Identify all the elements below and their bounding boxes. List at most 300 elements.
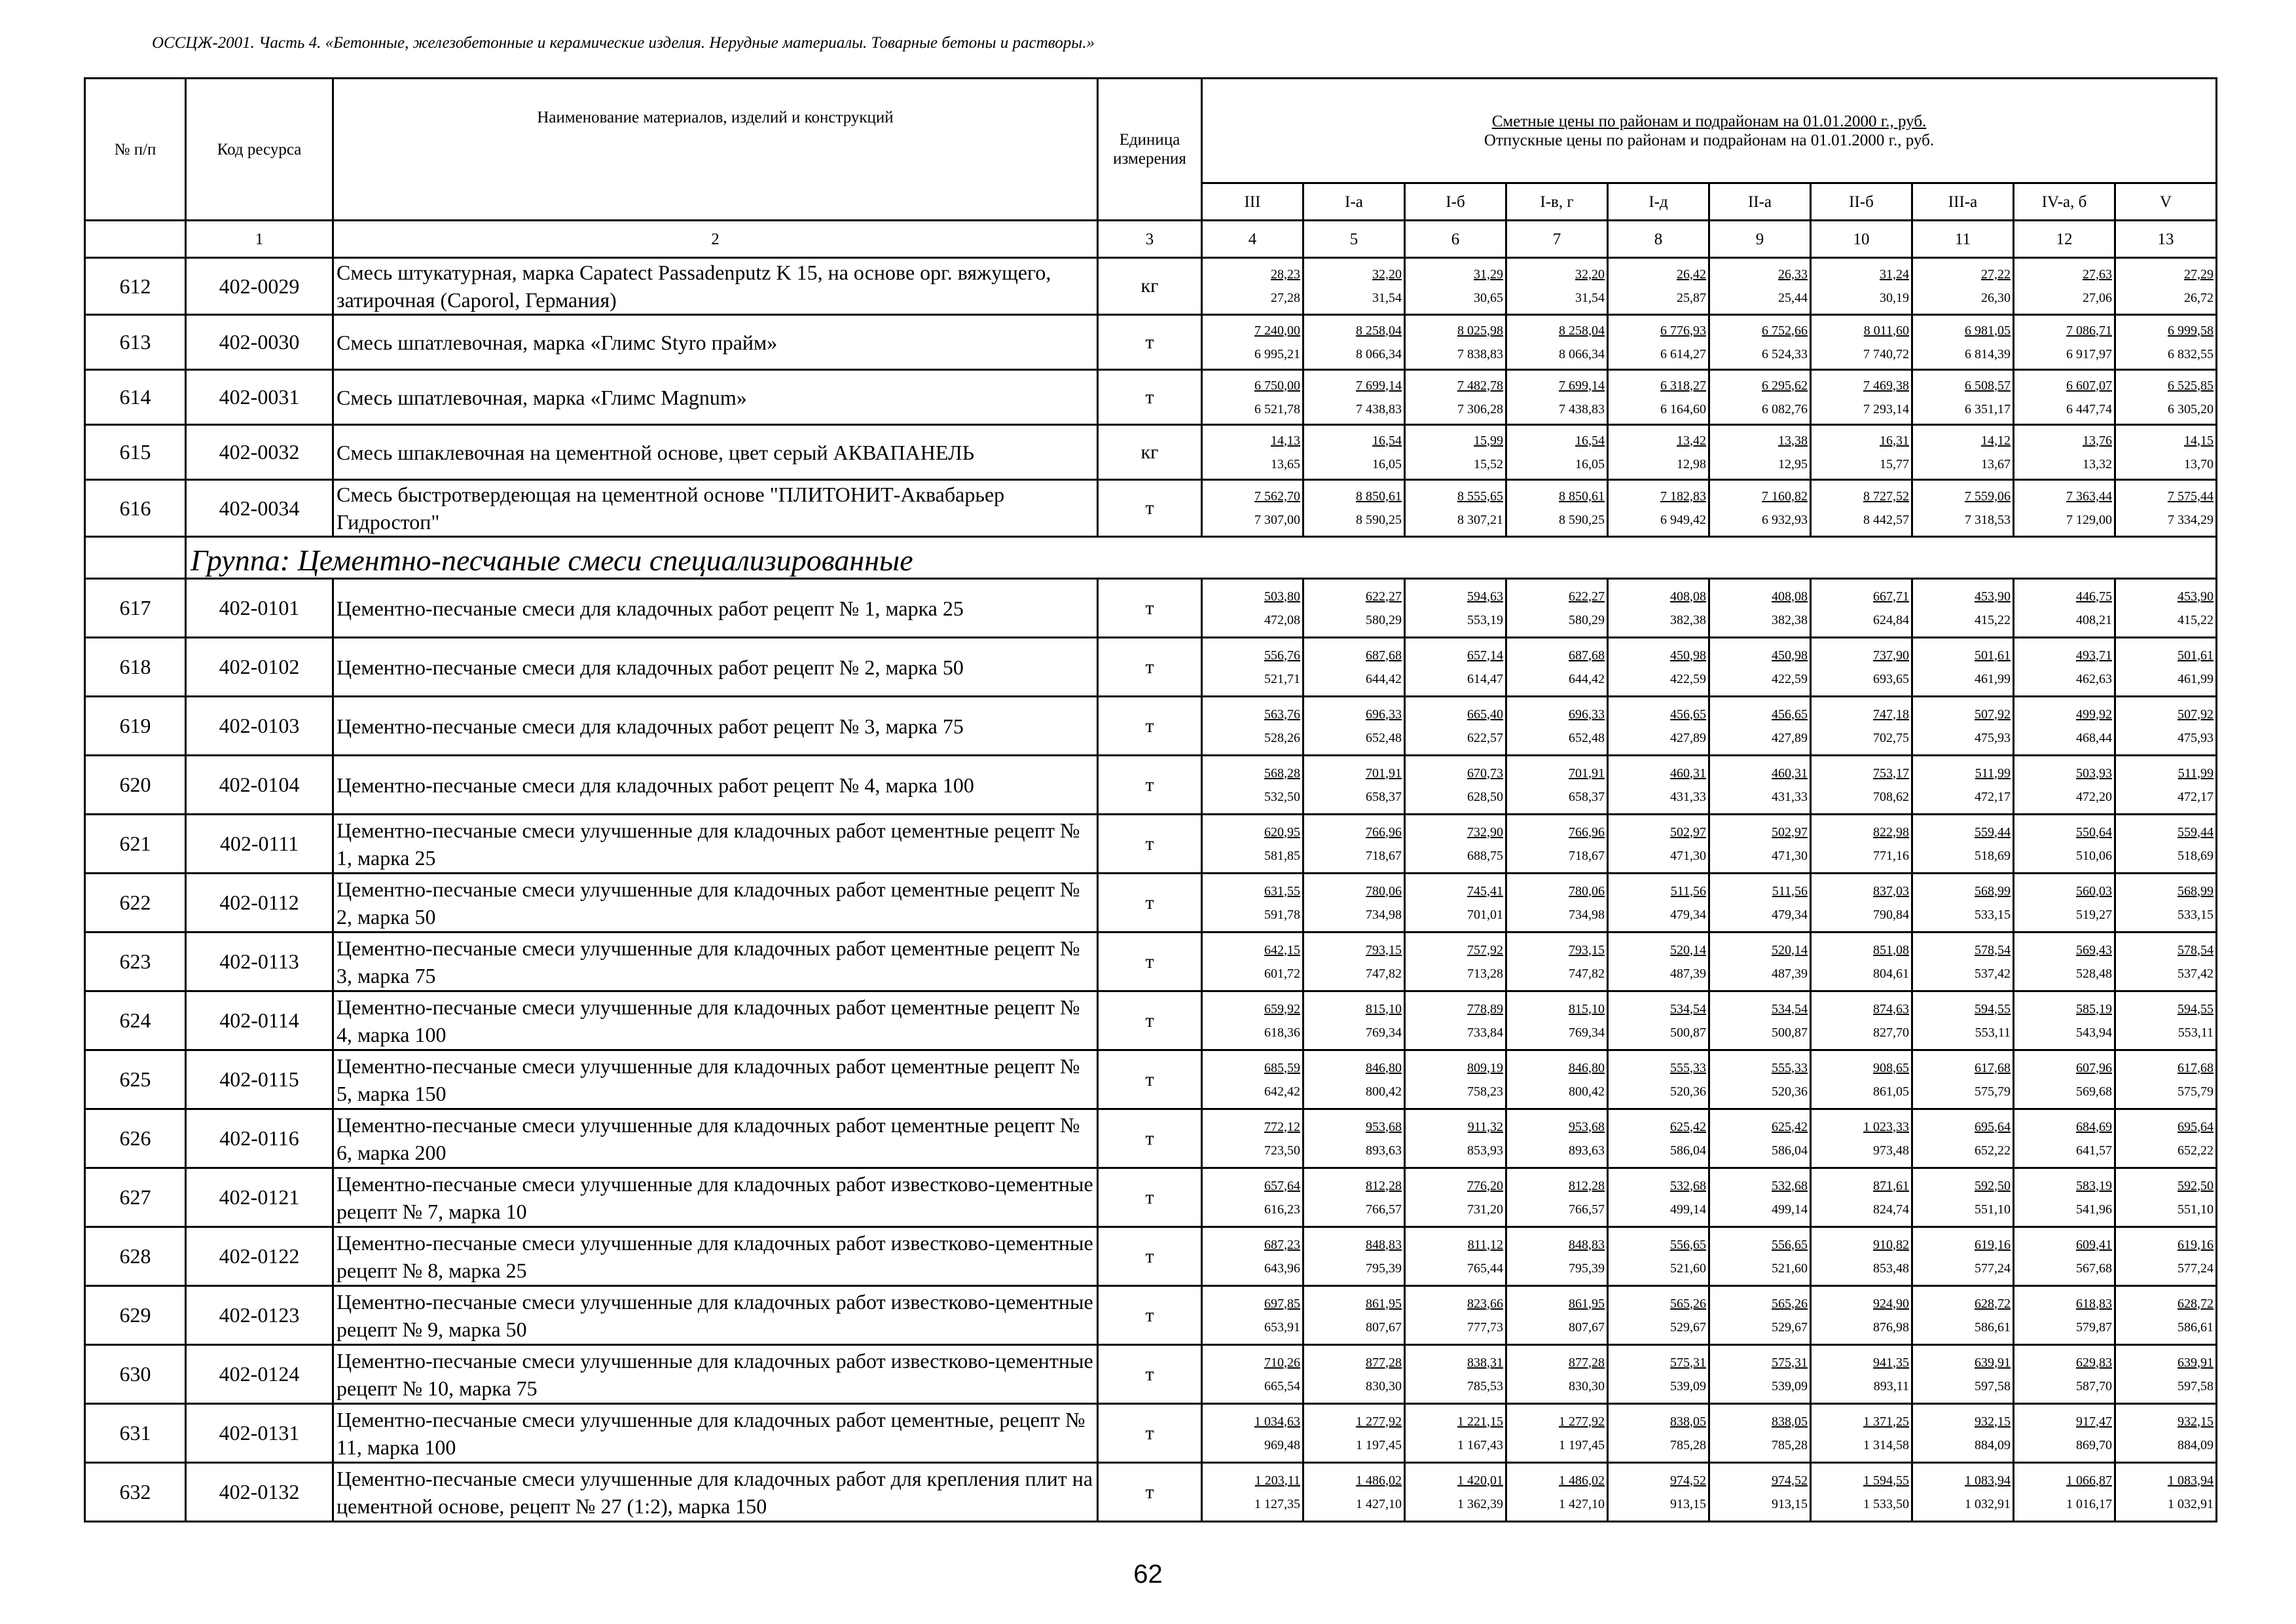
release-price: 628,50 <box>1467 789 1503 804</box>
price-cell <box>1811 370 1912 425</box>
estimate-price: 917,47 <box>2076 1414 2112 1429</box>
price-cell <box>1303 1109 1405 1168</box>
price-cell <box>1405 258 1506 315</box>
price-cell <box>1506 258 1608 315</box>
estimate-price: 953,68 <box>1569 1119 1605 1134</box>
price-cell <box>1202 1227 1303 1286</box>
release-price: 408,21 <box>2076 612 2112 627</box>
release-price: 520,36 <box>1772 1084 1808 1099</box>
release-price: 7 307,00 <box>1254 513 1300 527</box>
price-cell <box>1608 579 1709 638</box>
estimate-price: 16,31 <box>1880 433 1909 448</box>
estimate-price: 7 562,70 <box>1254 489 1300 504</box>
material-name: Цементно-песчаные смеси улучшенные для кладочных работ цементные рецепт № 4, марка 100 <box>333 991 1098 1050</box>
estimate-price: 622,27 <box>1569 589 1605 604</box>
release-price: 969,48 <box>1264 1437 1300 1452</box>
price-cell <box>1912 480 2014 537</box>
estimate-price: 1 486,02 <box>1356 1473 1402 1488</box>
estimate-price: 780,06 <box>1366 883 1402 898</box>
price-cell <box>1608 932 1709 991</box>
estimate-price: 32,20 <box>1372 267 1402 282</box>
price-cell <box>2115 425 2217 480</box>
release-price: 7 306,28 <box>1457 401 1503 416</box>
material-name: Смесь шпаклевочная на цементной основе, цвет серый АКВАПАНЕЛЬ <box>333 425 1098 480</box>
release-price: 713,28 <box>1467 966 1503 981</box>
price-cell <box>2115 815 2217 874</box>
price-cell <box>1709 874 1811 932</box>
release-price: 487,39 <box>1772 966 1808 981</box>
release-price: 652,48 <box>1569 730 1605 745</box>
price-cell <box>1709 991 1811 1050</box>
region-header-9: V <box>2115 183 2217 221</box>
estimate-price: 625,42 <box>1772 1119 1808 1134</box>
table-row <box>85 258 2217 315</box>
estimate-price: 823,66 <box>1467 1296 1503 1311</box>
price-cell <box>1202 815 1303 874</box>
price-cell <box>1405 480 1506 537</box>
table-row <box>85 1345 2217 1404</box>
release-price: 468,44 <box>2076 730 2112 745</box>
price-cell <box>1405 815 1506 874</box>
price-cell <box>1811 1168 1912 1227</box>
material-name: Цементно-песчаные смеси улучшенные для кладочных работ цементные, рецепт № 11, марка 100 <box>333 1404 1098 1463</box>
resource-code: 402-0121 <box>186 1168 333 1227</box>
price-cell <box>1405 1286 1506 1345</box>
estimate-price: 631,55 <box>1264 883 1300 898</box>
release-price: 766,57 <box>1569 1202 1605 1217</box>
price-cell <box>1303 815 1405 874</box>
price-cell <box>2115 370 2217 425</box>
release-price: 614,47 <box>1467 671 1503 686</box>
price-cell <box>1608 697 1709 756</box>
price-cell <box>1811 991 1912 1050</box>
release-price: 6 814,39 <box>1965 346 2011 361</box>
release-price: 893,63 <box>1569 1143 1605 1158</box>
release-price: 8 066,34 <box>1559 346 1605 361</box>
estimate-price: 7 469,38 <box>1863 378 1909 393</box>
estimate-price: 560,03 <box>2076 883 2112 898</box>
table-row <box>85 1404 2217 1463</box>
price-cell <box>1912 370 2014 425</box>
material-name: Цементно-песчаные смеси улучшенные для кладочных работ известково-цементные рецепт № 9, марка 50 <box>333 1286 1098 1345</box>
estimate-price: 812,28 <box>1366 1178 1402 1193</box>
release-price: 569,68 <box>2076 1084 2112 1099</box>
release-price: 622,57 <box>1467 730 1503 745</box>
release-price: 31,54 <box>1575 291 1605 305</box>
row-number: 612 <box>85 258 186 315</box>
price-cell <box>1202 874 1303 932</box>
price-cell <box>1709 1345 1811 1404</box>
release-price: 567,68 <box>2076 1261 2112 1276</box>
release-price: 644,42 <box>1366 671 1402 686</box>
price-cell <box>1202 1168 1303 1227</box>
release-price: 462,63 <box>2076 671 2112 686</box>
price-cell <box>1709 425 1811 480</box>
estimate-price: 594,55 <box>1975 1001 2011 1016</box>
estimate-price: 16,54 <box>1372 433 1402 448</box>
release-price: 577,24 <box>1975 1261 2011 1276</box>
estimate-price: 7 363,44 <box>2066 489 2112 504</box>
price-cell <box>2115 697 2217 756</box>
release-price: 1 032,91 <box>2168 1496 2214 1511</box>
price-cell <box>1912 1345 2014 1404</box>
estimate-price: 607,96 <box>2076 1060 2112 1075</box>
release-price: 487,39 <box>1670 966 1706 981</box>
price-cell <box>1202 425 1303 480</box>
resource-code: 402-0029 <box>186 258 333 315</box>
release-price: 533,15 <box>2178 907 2214 922</box>
estimate-price: 456,65 <box>1670 707 1706 722</box>
release-price: 6 524,33 <box>1762 346 1808 361</box>
release-price: 15,77 <box>1880 456 1909 471</box>
unit: т <box>1098 1404 1202 1463</box>
column-number-6: 7 <box>1506 221 1608 258</box>
release-price: 7 838,83 <box>1457 346 1503 361</box>
price-cell <box>1303 874 1405 932</box>
estimate-price: 6 318,27 <box>1660 378 1706 393</box>
release-price: 479,34 <box>1772 907 1808 922</box>
price-cell <box>1811 756 1912 815</box>
price-cell <box>1709 638 1811 697</box>
unit: т <box>1098 932 1202 991</box>
estimate-price: 594,55 <box>2178 1001 2214 1016</box>
price-cell <box>1608 1404 1709 1463</box>
estimate-price: 7 699,14 <box>1356 378 1402 393</box>
estimate-price: 908,65 <box>1873 1060 1909 1075</box>
estimate-price: 659,92 <box>1264 1001 1300 1016</box>
estimate-price: 6 295,62 <box>1762 378 1808 393</box>
price-table <box>84 77 2217 1522</box>
estimate-price: 592,50 <box>1975 1178 2011 1193</box>
price-cell <box>1506 1286 1608 1345</box>
estimate-price: 670,73 <box>1467 766 1503 781</box>
release-price: 884,09 <box>1975 1437 2011 1452</box>
table-row <box>85 579 2217 638</box>
price-cell <box>1405 1345 1506 1404</box>
price-cell <box>1811 1463 1912 1522</box>
resource-code: 402-0104 <box>186 756 333 815</box>
estimate-price: 13,38 <box>1778 433 1808 448</box>
price-cell <box>1811 1227 1912 1286</box>
estimate-price: 628,72 <box>1975 1296 2011 1311</box>
estimate-price: 31,24 <box>1880 267 1909 282</box>
price-cell <box>1608 991 1709 1050</box>
release-price: 688,75 <box>1467 848 1503 863</box>
release-price: 758,23 <box>1467 1084 1503 1099</box>
row-number: 620 <box>85 756 186 815</box>
estimate-price: 14,15 <box>2184 433 2214 448</box>
estimate-price: 838,05 <box>1670 1414 1706 1429</box>
row-number: 621 <box>85 815 186 874</box>
estimate-price: 665,40 <box>1467 707 1503 722</box>
release-price: 785,28 <box>1772 1437 1808 1452</box>
release-price: 520,36 <box>1670 1084 1706 1099</box>
price-cell <box>1202 932 1303 991</box>
estimate-price: 6 607,07 <box>2066 378 2112 393</box>
row-number: 624 <box>85 991 186 1050</box>
release-price: 587,70 <box>2076 1378 2112 1393</box>
price-cell <box>2014 874 2115 932</box>
price-cell <box>1202 1463 1303 1522</box>
price-cell <box>1202 1286 1303 1345</box>
release-price: 539,09 <box>1772 1378 1808 1393</box>
release-price: 785,53 <box>1467 1378 1503 1393</box>
estimate-price: 815,10 <box>1366 1001 1402 1016</box>
release-price: 422,59 <box>1670 671 1706 686</box>
estimate-price: 511,99 <box>2178 766 2214 781</box>
estimate-price: 7 559,06 <box>1965 489 2011 504</box>
price-cell <box>1202 1404 1303 1463</box>
release-price: 665,54 <box>1264 1378 1300 1393</box>
price-cell <box>2115 1345 2217 1404</box>
region-header-6: II-б <box>1811 183 1912 221</box>
unit: т <box>1098 315 1202 370</box>
release-price: 769,34 <box>1366 1025 1402 1040</box>
price-cell <box>1405 1227 1506 1286</box>
release-price: 1 427,10 <box>1356 1496 1402 1511</box>
release-price: 15,52 <box>1474 456 1503 471</box>
release-price: 853,48 <box>1873 1261 1909 1276</box>
price-cell <box>1709 258 1811 315</box>
estimate-price: 511,56 <box>1772 883 1808 898</box>
release-price: 693,65 <box>1873 671 1909 686</box>
estimate-price: 555,33 <box>1772 1060 1808 1075</box>
estimate-price: 639,91 <box>2178 1355 2214 1370</box>
price-cell <box>1405 697 1506 756</box>
release-price: 7 740,72 <box>1863 346 1909 361</box>
resource-code: 402-0112 <box>186 874 333 932</box>
price-cell <box>1202 638 1303 697</box>
material-name: Цементно-песчаные смеси улучшенные для кладочных работ известково-цементные рецепт № 8, марка 25 <box>333 1227 1098 1286</box>
estimate-price: 511,99 <box>1975 766 2011 781</box>
estimate-price: 911,32 <box>1467 1119 1503 1134</box>
estimate-price: 532,68 <box>1670 1178 1706 1193</box>
estimate-price: 8 850,61 <box>1356 489 1402 504</box>
price-cell <box>1608 425 1709 480</box>
estimate-price: 575,31 <box>1670 1355 1706 1370</box>
estimate-price: 757,92 <box>1467 942 1503 957</box>
price-cell <box>2014 638 2115 697</box>
price-cell <box>1405 1404 1506 1463</box>
estimate-price: 974,52 <box>1670 1473 1706 1488</box>
unit: т <box>1098 1463 1202 1522</box>
estimate-price: 1 277,92 <box>1559 1414 1605 1429</box>
estimate-price: 7 482,78 <box>1457 378 1503 393</box>
release-price: 1 016,17 <box>2066 1496 2112 1511</box>
release-price: 734,98 <box>1569 907 1605 922</box>
estimate-price: 8 025,98 <box>1457 323 1503 338</box>
estimate-price: 556,65 <box>1670 1237 1706 1252</box>
table-row <box>85 315 2217 370</box>
estimate-price: 568,99 <box>2178 883 2214 898</box>
resource-code: 402-0030 <box>186 315 333 370</box>
row-number: 631 <box>85 1404 186 1463</box>
price-cell <box>1709 1404 1811 1463</box>
release-price: 579,87 <box>2076 1320 2112 1335</box>
unit: т <box>1098 579 1202 638</box>
estimate-price: 594,63 <box>1467 589 1503 604</box>
estimate-price: 1 371,25 <box>1863 1414 1909 1429</box>
estimate-price: 7 160,82 <box>1762 489 1808 504</box>
table-row <box>85 425 2217 480</box>
column-number-9: 10 <box>1811 221 1912 258</box>
estimate-price: 848,83 <box>1366 1237 1402 1252</box>
estimate-price: 737,90 <box>1873 648 1909 663</box>
release-price: 586,61 <box>1975 1320 2011 1335</box>
estimate-price: 687,68 <box>1569 648 1605 663</box>
material-name: Цементно-песчаные смеси улучшенные для кладочных работ цементные рецепт № 1, марка 25 <box>333 815 1098 874</box>
price-cell <box>1506 370 1608 425</box>
release-price: 973,48 <box>1873 1143 1909 1158</box>
estimate-price: 499,92 <box>2076 707 2112 722</box>
row-number: 629 <box>85 1286 186 1345</box>
release-price: 13,32 <box>2083 456 2112 471</box>
release-price: 658,37 <box>1569 789 1605 804</box>
price-cell <box>1202 756 1303 815</box>
release-price: 653,91 <box>1264 1320 1300 1335</box>
release-price: 553,11 <box>2178 1025 2214 1040</box>
release-price: 777,73 <box>1467 1320 1503 1335</box>
estimate-price: 874,63 <box>1873 1001 1909 1016</box>
price-cell <box>2014 1463 2115 1522</box>
price-cell <box>2115 579 2217 638</box>
table-row <box>85 1168 2217 1227</box>
estimate-price: 408,08 <box>1772 589 1808 604</box>
estimate-price: 520,14 <box>1670 942 1706 957</box>
estimate-price: 7 575,44 <box>2168 489 2214 504</box>
region-header-5: II-а <box>1709 183 1811 221</box>
release-price: 785,28 <box>1670 1437 1706 1452</box>
price-cell <box>1303 1168 1405 1227</box>
region-header-2: I-б <box>1405 183 1506 221</box>
release-price: 591,78 <box>1264 907 1300 922</box>
price-cell <box>1608 1345 1709 1404</box>
estimate-price: 619,16 <box>2178 1237 2214 1252</box>
resource-code: 402-0122 <box>186 1227 333 1286</box>
price-cell <box>1506 1109 1608 1168</box>
estimate-price: 617,68 <box>1975 1060 2011 1075</box>
row-number: 622 <box>85 874 186 932</box>
price-cell <box>2115 874 2217 932</box>
price-cell <box>1303 579 1405 638</box>
price-cell <box>1303 697 1405 756</box>
price-cell <box>1608 1109 1709 1168</box>
estimate-price: 1 083,94 <box>1965 1473 2011 1488</box>
release-price: 644,42 <box>1569 671 1605 686</box>
column-number-empty <box>85 221 186 258</box>
estimate-price: 877,28 <box>1366 1355 1402 1370</box>
release-price: 537,42 <box>1975 966 2011 981</box>
unit: т <box>1098 756 1202 815</box>
region-header-1: I-а <box>1303 183 1405 221</box>
release-price: 800,42 <box>1366 1084 1402 1099</box>
material-name: Цементно-песчаные смеси улучшенные для кладочных работ известково-цементные рецепт № 7, марка 10 <box>333 1168 1098 1227</box>
release-price: 16,05 <box>1372 456 1402 471</box>
price-cell <box>1506 1050 1608 1109</box>
price-cell <box>1303 1404 1405 1463</box>
release-price: 6 949,42 <box>1660 513 1706 527</box>
release-price: 479,34 <box>1670 907 1706 922</box>
price-cell <box>1303 991 1405 1050</box>
price-cell <box>1912 756 2014 815</box>
estimate-price: 710,26 <box>1264 1355 1300 1370</box>
estimate-price: 503,93 <box>2076 766 2112 781</box>
estimate-price: 507,92 <box>1975 707 2011 722</box>
price-cell <box>1405 1463 1506 1522</box>
price-cell <box>1506 697 1608 756</box>
release-price: 618,36 <box>1264 1025 1300 1040</box>
resource-code: 402-0032 <box>186 425 333 480</box>
price-cell <box>1811 1050 1912 1109</box>
estimate-price: 13,76 <box>2083 433 2112 448</box>
release-price: 723,50 <box>1264 1143 1300 1158</box>
estimate-price: 609,41 <box>2076 1237 2112 1252</box>
estimate-price: 642,15 <box>1264 942 1300 957</box>
estimate-price: 6 508,57 <box>1965 378 2011 393</box>
estimate-price: 569,43 <box>2076 942 2112 957</box>
price-cell <box>2115 932 2217 991</box>
release-price: 876,98 <box>1873 1320 1909 1335</box>
estimate-price: 776,20 <box>1467 1178 1503 1193</box>
release-price: 6 351,17 <box>1965 401 2011 416</box>
estimate-price: 27,29 <box>2184 267 2214 282</box>
release-price: 734,98 <box>1366 907 1402 922</box>
release-price: 6 305,20 <box>2168 401 2214 416</box>
estimate-price: 685,59 <box>1264 1060 1300 1075</box>
row-number: 626 <box>85 1109 186 1168</box>
release-price: 581,85 <box>1264 848 1300 863</box>
release-price: 1 197,45 <box>1356 1437 1402 1452</box>
estimate-price: 696,33 <box>1569 707 1605 722</box>
release-price: 7 129,00 <box>2066 513 2112 527</box>
price-cell <box>1405 579 1506 638</box>
price-cell <box>1202 370 1303 425</box>
release-price: 521,60 <box>1772 1261 1808 1276</box>
estimate-price: 6 750,00 <box>1254 378 1300 393</box>
release-price: 12,95 <box>1778 456 1808 471</box>
estimate-price: 532,68 <box>1772 1178 1808 1193</box>
price-cell <box>1303 480 1405 537</box>
estimate-price: 6 752,66 <box>1762 323 1808 338</box>
price-cell <box>1608 1168 1709 1227</box>
column-number-3: 4 <box>1202 221 1303 258</box>
price-cell <box>2014 579 2115 638</box>
price-cell <box>2115 1168 2217 1227</box>
release-price: 427,89 <box>1772 730 1808 745</box>
price-cell <box>1405 370 1506 425</box>
release-price: 8 590,25 <box>1559 513 1605 527</box>
estimate-price: 822,98 <box>1873 824 1909 840</box>
price-cell <box>2014 315 2115 370</box>
release-price: 658,37 <box>1366 789 1402 804</box>
price-cell <box>2115 1227 2217 1286</box>
column-number-12: 13 <box>2115 221 2217 258</box>
estimate-price: 657,14 <box>1467 648 1503 663</box>
price-cell <box>1811 579 1912 638</box>
release-price: 7 334,29 <box>2168 513 2214 527</box>
price-cell <box>1912 697 2014 756</box>
release-price: 431,33 <box>1772 789 1808 804</box>
release-price: 13,70 <box>2184 456 2214 471</box>
price-cell <box>1608 315 1709 370</box>
release-price: 893,11 <box>1873 1378 1909 1393</box>
estimate-price: 697,85 <box>1264 1296 1300 1311</box>
estimate-price: 408,08 <box>1670 589 1706 604</box>
group-row <box>85 537 2217 579</box>
release-price: 27,06 <box>2083 291 2112 305</box>
row-number: 630 <box>85 1345 186 1404</box>
price-cell <box>1506 480 1608 537</box>
